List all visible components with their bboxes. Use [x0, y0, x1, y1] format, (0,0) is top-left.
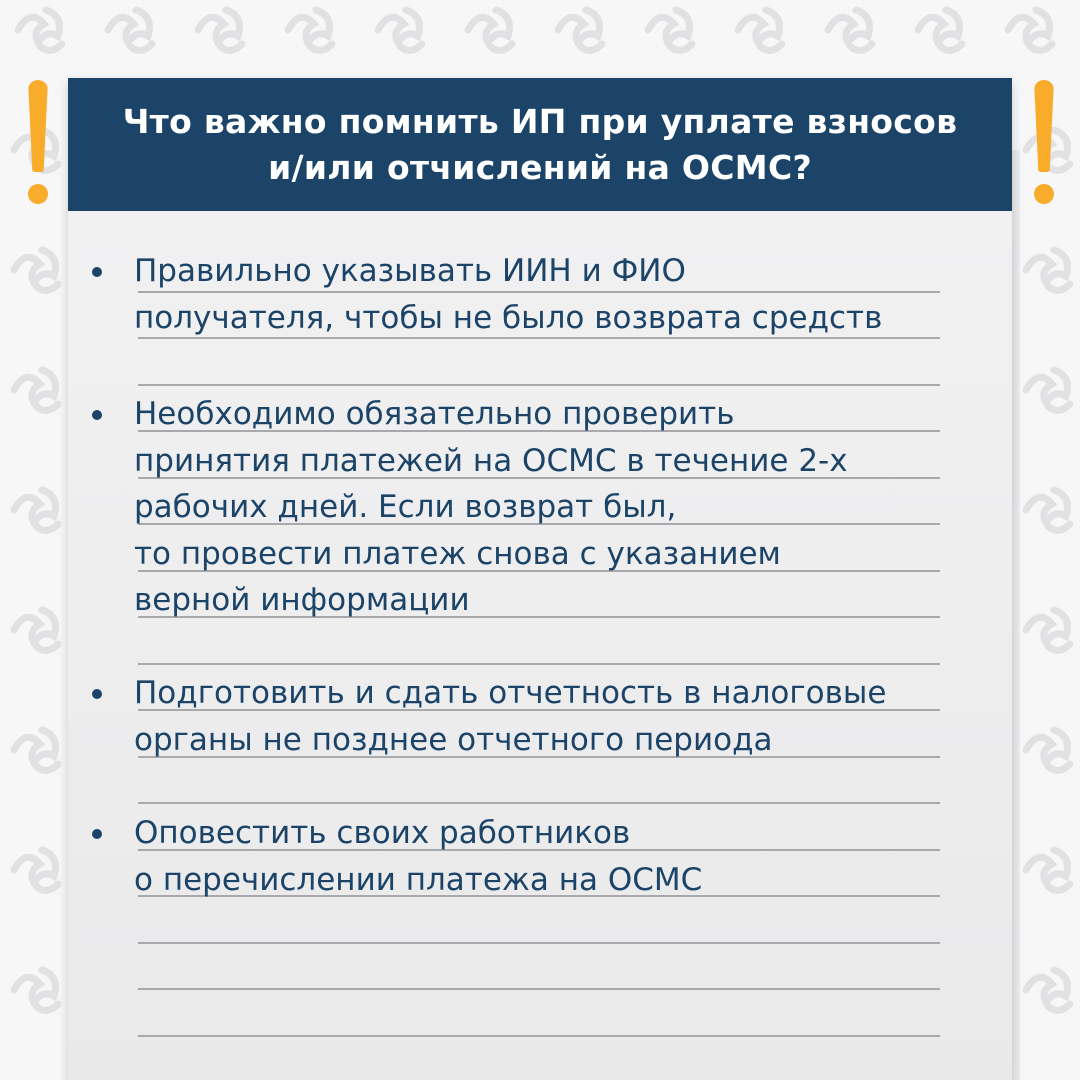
list-item-text: верной информации	[134, 582, 470, 618]
bullet-icon	[92, 267, 102, 277]
list-item-text: Подготовить и сдать отчетность в налоговые	[134, 675, 887, 711]
list-item	[92, 810, 992, 903]
list-item-text: получателя, чтобы не было возврата средств	[134, 299, 883, 336]
list-item-text: органы не позднее отчетного периода	[134, 721, 773, 758]
bullet-icon	[92, 829, 102, 839]
bullet-icon	[92, 410, 102, 420]
notepad-rule	[138, 988, 940, 990]
list-item	[92, 248, 992, 341]
notepad-rule	[138, 802, 940, 804]
notepad-rule	[138, 942, 940, 944]
list-item-text: принятия платежей на ОСМС в течение 2-х	[134, 442, 848, 479]
notepad-rule	[138, 384, 940, 386]
title-banner	[68, 78, 1012, 211]
list-item-text: то провести платеж снова с указанием	[134, 535, 781, 572]
notepad-rule	[138, 1035, 940, 1037]
list-item	[92, 670, 992, 763]
list-item	[92, 391, 992, 624]
list-item-text: о перечислении платежа на ОСМС	[134, 861, 703, 898]
exclamation-icon	[1030, 80, 1058, 208]
list-item-text: Оповестить своих работников	[134, 815, 631, 851]
title-line-2: и/или отчислений на ОСМС?	[268, 147, 812, 187]
exclamation-icon	[24, 80, 52, 208]
list-item-text: рабочих дней. Если возврат был,	[134, 489, 677, 525]
title-line-1: Что важно помнить ИП при уплате взносов	[122, 101, 958, 141]
list-item-text: Необходимо обязательно проверить	[134, 396, 735, 432]
notepad-sheet-edge	[1012, 150, 1020, 1080]
list-item-text: Правильно указывать ИИН и ФИО	[134, 253, 686, 289]
notepad-rule	[138, 663, 940, 665]
bullet-icon	[92, 689, 102, 699]
